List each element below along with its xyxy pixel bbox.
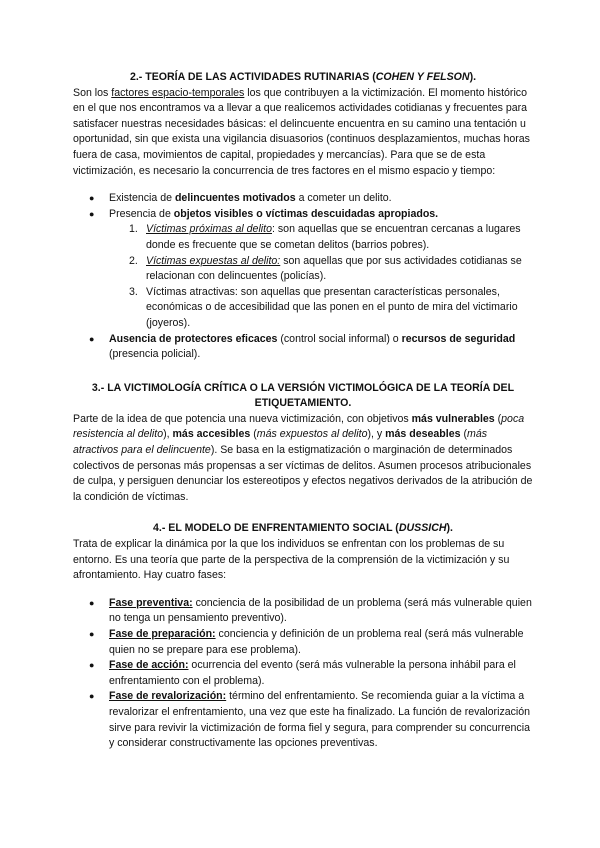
phases-list <box>73 596 533 752</box>
section-3-paragraph: Parte de la idea de que potencia una nueva victimización, con objetivos más vulnerables (poca resistencia al delito), más accesibles (más expuestos al delito), y más deseables (más atractivos para el delincuente). Se basa en la estigmatización o marginación de determinados colectivos de personas más propensas a ser víctimas de delitos. Asumen procesos atribucionales de culpa, y persiguen denunciar los estereotipos y efectos negativos derivados de la atribución de la condición de víctimas. <box>73 412 533 503</box>
document-page <box>73 70 533 752</box>
bullet-icon: ● <box>89 208 95 219</box>
list-item: ● Fase de acción: ocurrencia del evento (será más vulnerable la persona inhábil para el enfrentamiento con el problema). <box>89 659 516 687</box>
bullet-icon: ● <box>89 333 95 344</box>
factors-list <box>73 191 533 363</box>
list-item: ● Presencia de objetos visibles o víctimas descuidadas apropiados. 1. Víctimas próximas al delito: son aquellas que se encuentran cercanas a lugares donde es frecuente que se cometan delitos (barrios pobres). 2. Víctimas expuestas al delito: son aquellas que por sus actividades cotidianas se relacionan con delincuentes (policías). 3. Víctimas atractivas: son aquellas que presentan características personales, económicas o de accesibilidad que las ponen en el punto de mira del victimario (joyeros). <box>73 207 533 332</box>
section-2-paragraph: Son los factores espacio-temporales los que contribuyen a la victimización. El momento histórico en el que nos encontramos va a llevar a que realicemos actividades cotidianas y frecuentes para satisfacer nuestras necesidades básicas: el delincuente encuentra en su camino una tentación u oportunidad, sin que exista una vigilancia disuasorios (continuos desplazamientos, muchas horas fuera de casa, movimientos de capital, propiedades y mercancías). Para que se de esta victimización, es necesario la concurrencia de tres factores en el mismo espacio y tiempo: <box>73 86 530 177</box>
list-item: 3. Víctimas atractivas: son aquellas que presentan características personales, económicas o de accesibilidad que las ponen en el punto de mira del victimario (joyeros). <box>129 285 518 329</box>
bullet-icon: ● <box>89 660 95 671</box>
section-3-title: 3.- LA VICTIMOLOGÍA CRÍTICA O LA VERSIÓN VICTIMOLÓGICA DE LA TEORÍA DEL ETIQUETAMIENTO. <box>91 381 515 410</box>
bullet-icon: ● <box>89 193 95 204</box>
bullet-icon: ● <box>89 597 95 608</box>
list-item: 2. Víctimas expuestas al delito: son aquellas que por sus actividades cotidianas se relacionan con delincuentes (policías). <box>129 254 522 283</box>
section-4-paragraph: Trata de explicar la dinámica por la que los individuos se enfrentan con los problemas de su entorno. Es una teoría que parte de la perspectiva de la comprensión de la victimización y su afrontamiento. Hay cuatro fases: <box>73 538 510 582</box>
list-item: ● Existencia de delincuentes motivados a cometer un delito. <box>73 191 533 207</box>
bullet-icon: ● <box>89 629 95 639</box>
bullet-icon: ● <box>89 691 95 702</box>
list-item: ● Fase preventiva: conciencia de la posibilidad de un problema (será más vulnerable quien no tenga un pensamiento preventivo). <box>89 596 532 625</box>
list-item: 1. Víctimas próximas al delito: son aquellas que se encuentran cercanas a lugares donde es frecuente que se cometan delitos (barrios pobres). <box>129 223 521 251</box>
section-2-title: 2.- TEORÍA DE LAS ACTIVIDADES RUTINARIAS (COHEN Y FELSON). <box>129 71 477 83</box>
list-item: ● Fase de revalorización: término del enfrentamiento. Se recomienda guiar a la víctima a revalorizar el enfrentamiento, una vez que este ha finalizado. La función de revalorización sirve para revivir la victimización de forma fiel y segura, para comprender su concurrencia y considerar constructivamente las opciones preventivas. <box>89 690 531 750</box>
section-4-title: 4.- EL MODELO DE ENFRENTAMIENTO SOCIAL (DUSSICH). <box>153 522 453 535</box>
victims-sublist <box>109 222 533 331</box>
list-item: ● Fase de preparación: conciencia y definición de un problema real (será más vulnerable quien no se prepare para ese problema). <box>89 628 524 656</box>
list-item: ● Ausencia de protectores eficaces (control social informal) o recursos de seguridad (presencia policial). <box>89 332 516 361</box>
